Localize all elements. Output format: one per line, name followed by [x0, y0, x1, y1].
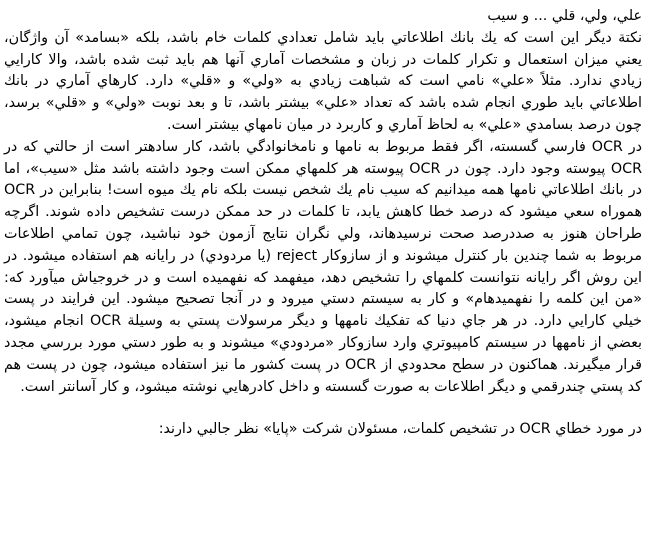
section-heading: علي، ولي، قلي ... و سيب: [487, 8, 642, 24]
paragraph-text: نكتة ديگر اين است كه يك بانك اطلاعاتي بايد شامل تعدادي كلمات خام باشد، بلكه «بسامد» آن واژگان، يعني ميزان استعمال و تكرار كلمات در زبان و مشخصات آماري آنها هم بايد ثبت شده باشد، والا كارايي زيادي ندارد. مثلاً «علي» نامي است كه شباهت زيادي به «ولي» و «قلي» دارد. كارهاي آماري در بانك اطلاعاتي بايد طوري انجام شده باشد كه تعداد «علي» بيشتر باشد، تا و بعد نوبت «ولي» و «قلي» برسد، چون درصد بسامدي «علي» به لحاظ آماري و كاربرد در ميان نامهاي بيشتر است.: [4, 29, 642, 133]
paragraph-text: در OCR فارسي گسسته، اگر فقط مربوط به نامها و نامخانوادگي باشد، كار سادهتر است از حالتي كه در OCR پيوسته وجود دارد. چون در OCR پيوسته هر كلمهاي ممكن است وجود داشته باشد مثل «سيب»، اما در بانك اطلاعاتي نامها همه ميدانيم كه سيب نام يك شخص نيست بلكه نام يك ميوه است! بنابراين در OCR هموراه سعي ميشود كه درصد خطا كاهش يابد، تا كلمات در حد ممكن درست تشخيص داده شوند. اگرچه طراحان هنوز به صددرصد صحت نرسيدهاند، ولي نگران نتايج آزمون خود نباشيد، چون تمامي اطلاعات مربوط به شما چندين بار كنترل ميشوند و از سازوكار reject (يا مردودي) در رايانه هم استفاده ميشود. در اين روش اگر رايانه نتوانست كلمهاي را تشخيص دهد، ميفهمد كه نفهميده است و در خروجياش ميآورد كه: «من اين كلمه را نفهميدهام» و كار به سيستم دستي ميرود و در آنجا تصحيح ميشود. اين فرايند در پست خيلي كارايي دارد. در هر جاي دنيا كه تفكيك نامهها و ديگر مرسولات پستي به وسيلة OCR انجام ميشود، بعضي از نامهها در سيستم كامپيوتري وارد سازوكار «مردودي» ميشوند و به طور دستي مورد بررسي مجدد قرار ميگيرند. هماكنون در سطح محدودي از OCR در پست كشور ما نيز استفاده ميشود، چون در پست هم كد پستي چندرقمي و ديگر اطلاعات به صورت گسسته و داخل كادرهايي نوشته ميشود، و كار آسانتر است.: [4, 138, 643, 395]
paragraph-statistics: [4, 28, 642, 137]
paragraph-spacer: [4, 398, 642, 419]
closing-line: در مورد خطاي OCR در تشخيص كلمات، مسئولان شركت «پايا» نظر جالبي دارند:: [158, 421, 642, 438]
article-body: [4, 6, 642, 441]
paragraph-ocr-errors: [4, 137, 642, 399]
